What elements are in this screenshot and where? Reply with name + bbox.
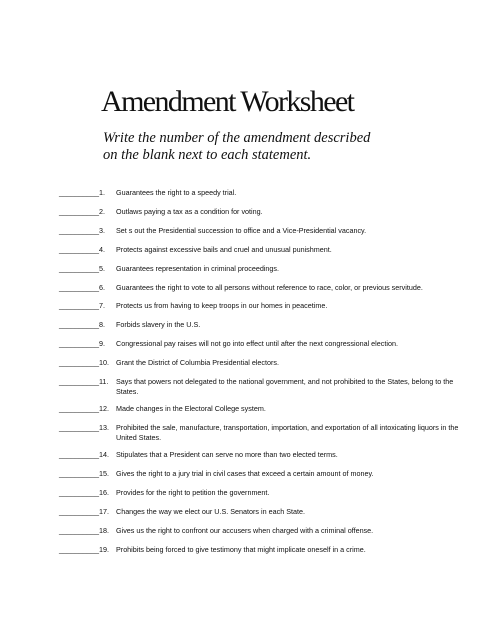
answer-blank: __________6. <box>59 283 105 292</box>
statement-text: Stipulates that a President can serve no more than two elected terms. <box>116 450 338 459</box>
list-item <box>59 283 459 293</box>
list-item <box>59 339 459 349</box>
list-item <box>59 245 459 255</box>
list-item <box>59 358 459 368</box>
answer-blank: __________5. <box>59 264 105 273</box>
answer-blank: __________16. <box>59 488 109 497</box>
statement-text: Gives the right to a jury trial in civil cases that exceed a certain amount of money. <box>116 469 374 478</box>
list-item <box>59 545 459 555</box>
answer-blank: __________3. <box>59 226 105 235</box>
statement-text: Congressional pay raises will not go into effect until after the next congressional election. <box>116 339 398 348</box>
statement-text: Guarantees representation in criminal proceedings. <box>116 264 280 273</box>
list-item <box>59 526 459 536</box>
list-item <box>59 226 459 236</box>
answer-blank: __________7. <box>59 301 105 310</box>
list-item <box>59 450 459 460</box>
statement-text: Protects us from having to keep troops in our homes in peacetime. <box>116 301 328 310</box>
answer-blank: __________14. <box>59 450 109 459</box>
answer-blank: __________10. <box>59 358 109 367</box>
answer-blank: __________8. <box>59 320 105 329</box>
answer-blank: __________19. <box>59 545 109 554</box>
list-item <box>59 188 459 198</box>
statement-text: Provides for the right to petition the government. <box>116 488 270 497</box>
list-item <box>59 264 459 274</box>
list-item <box>59 301 459 311</box>
list-item <box>59 404 459 414</box>
page-title: Amendment Worksheet <box>101 85 354 118</box>
statement-text: Forbids slavery in the U.S. <box>116 320 201 329</box>
list-item <box>59 507 459 517</box>
statement-text: Gives us the right to confront our accusers when charged with a criminal offense. <box>116 526 374 535</box>
statement-list <box>59 188 459 564</box>
statement-text: Made changes in the Electoral College system. <box>116 404 266 413</box>
statement-text: Prohibits being forced to give testimony that might implicate oneself in a crime. <box>116 545 366 554</box>
list-item <box>59 320 459 330</box>
answer-blank: __________15. <box>59 469 109 478</box>
statement-text: Set s out the Presidential succession to office and a Vice-Presidential vacancy. <box>116 226 367 235</box>
statement-text: Grant the District of Columbia Presidential electors. <box>116 358 279 367</box>
statement-text: Changes the way we elect our U.S. Senators in each State. <box>116 507 305 516</box>
answer-blank: __________18. <box>59 526 109 535</box>
answer-blank: __________4. <box>59 245 105 254</box>
list-item <box>59 423 459 442</box>
statement-text: Guarantees the right to vote to all persons without reference to race, color, or previous servitude. <box>116 283 423 292</box>
answer-blank: __________2. <box>59 207 105 216</box>
list-item <box>59 488 459 498</box>
statement-text: Outlaws paying a tax as a condition for voting. <box>116 207 263 216</box>
list-item <box>59 469 459 479</box>
answer-blank: __________12. <box>59 404 109 413</box>
answer-blank: __________17. <box>59 507 109 516</box>
list-item <box>59 377 459 396</box>
list-item <box>59 207 459 217</box>
statement-text: Says that powers not delegated to the national government, and not prohibited to the States, belong to the States. <box>116 377 454 396</box>
answer-blank: __________13. <box>59 423 109 432</box>
answer-blank: __________11. <box>59 377 109 386</box>
answer-blank: __________9. <box>59 339 105 348</box>
statement-text: Prohibited the sale, manufacture, transportation, importation, and exportation of all intoxicating liquors in the United States. <box>116 423 459 442</box>
instructions: Write the number of the amendment described on the blank next to each statement. <box>103 130 371 163</box>
statement-text: Protects against excessive bails and cruel and unusual punishment. <box>116 245 332 254</box>
answer-blank: __________1. <box>59 188 105 197</box>
statement-text: Guarantees the right to a speedy trial. <box>116 188 237 197</box>
